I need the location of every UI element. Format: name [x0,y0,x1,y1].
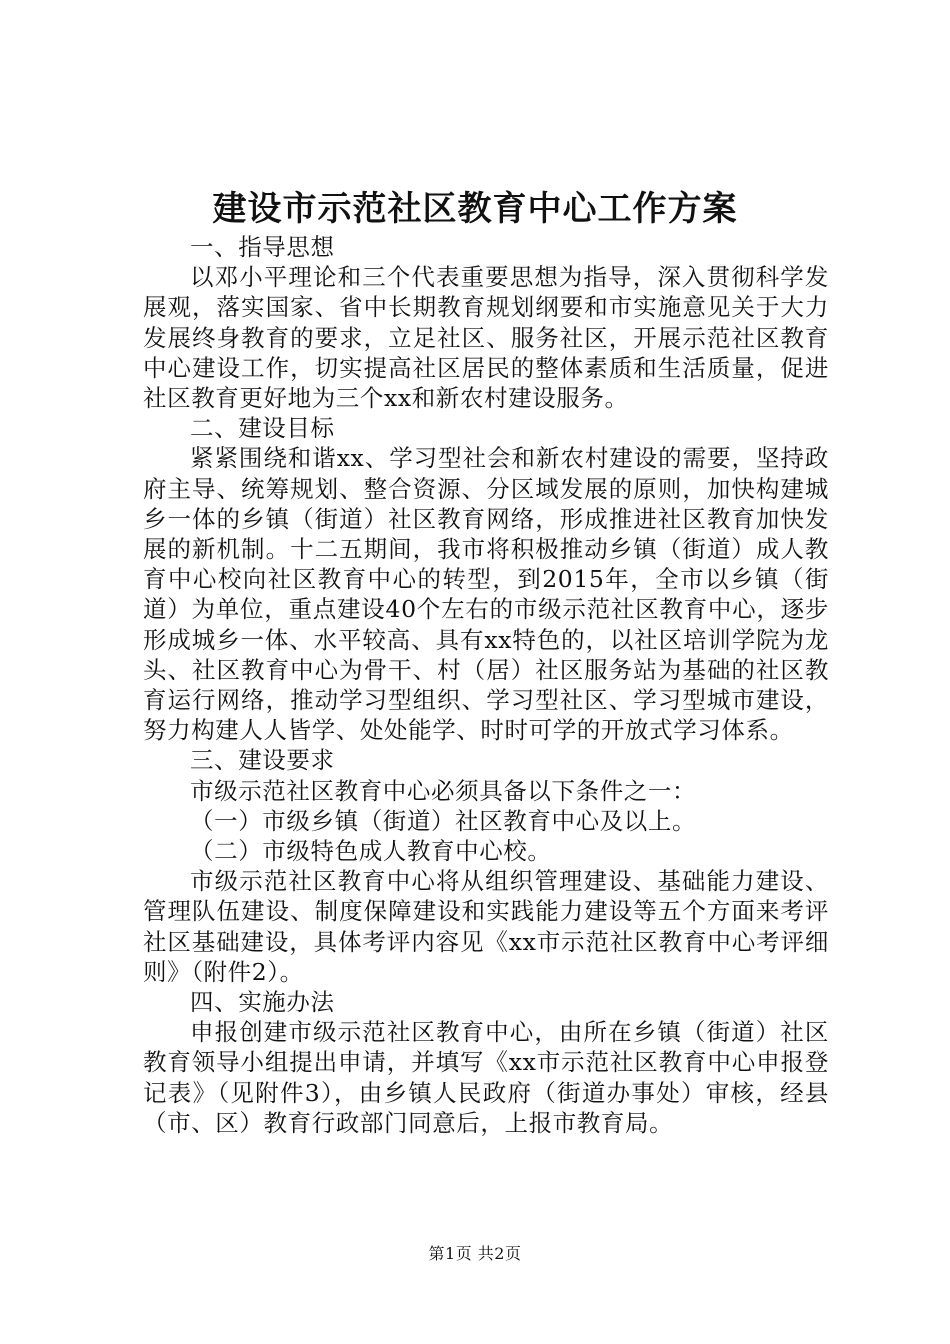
section-heading-construction-requirements: 三、建设要求 [190,746,335,775]
paragraph-construction-goals: 紧紧围绕和谐xx、学习型社会和新农村建设的需要，坚持政府主导、统筹规划、整合资源、分区域发展的原则，加快构建城乡一体的乡镇（街道）社区教育网络，形成推进社区教育加快发展的新机制。十二五期间，我市将积极推动乡镇（街道）成人教育中心校向社区教育中心的转型，到2015年，全市以乡镇（街道）为单位，重点建设40个左右的市级示范社区教育中心，逐步形成城乡一体、水平较高、具有xx特色的，以社区培训学院为龙头、社区教育中心为骨干、村（居）社区服务站为基础的社区教育运行网络，推动学习型组织、学习型社区、学习型城市建设，努力构建人人皆学、处处能学、时时可学的开放式学习体系。 [143,444,829,745]
paragraph-guiding-ideology: 以邓小平理论和三个代表重要思想为指导，深入贯彻科学发展观，落实国家、省中长期教育规划纲要和市实施意见关于大力发展终身教育的要求，立足社区、服务社区，开展示范社区教育中心建设工作，切实提高社区居民的整体素质和生活质量，促进社区教育更好地为三个xx和新农村建设服务。 [143,263,829,413]
list-item-condition-2: （二）市级特色成人教育中心校。 [190,837,552,866]
section-heading-guiding-ideology: 一、指导思想 [190,233,335,261]
page-number: 第1页 共2页 [428,1244,522,1263]
paragraph-implementation: 申报创建市级示范社区教育中心，由所在乡镇（街道）社区教育领导小组提出申请，并填写《xx市示范社区教育中心申报登记表》（见附件3），由乡镇人民政府（街道办事处）审核，经县（市、区）教育行政部门同意后，上报市教育局。 [143,1018,829,1137]
list-item-condition-1: （一）市级乡镇（街道）社区教育中心及以上。 [190,806,697,835]
paragraph-conditions-intro: 市级示范社区教育中心必须具备以下条件之一： [190,776,697,805]
document-body [143,232,829,1138]
document-title: 建设市示范社区教育中心工作方案 [212,189,738,229]
section-heading-implementation: 四、实施办法 [190,988,335,1017]
section-heading-construction-goals: 二、建设目标 [190,414,335,443]
paragraph-evaluation: 市级示范社区教育中心将从组织管理建设、基础能力建设、管理队伍建设、制度保障建设和实践能力建设等五个方面来考评社区基础建设，具体考评内容见《xx市示范社区教育中心考评细则》（附件2）。 [143,867,829,986]
